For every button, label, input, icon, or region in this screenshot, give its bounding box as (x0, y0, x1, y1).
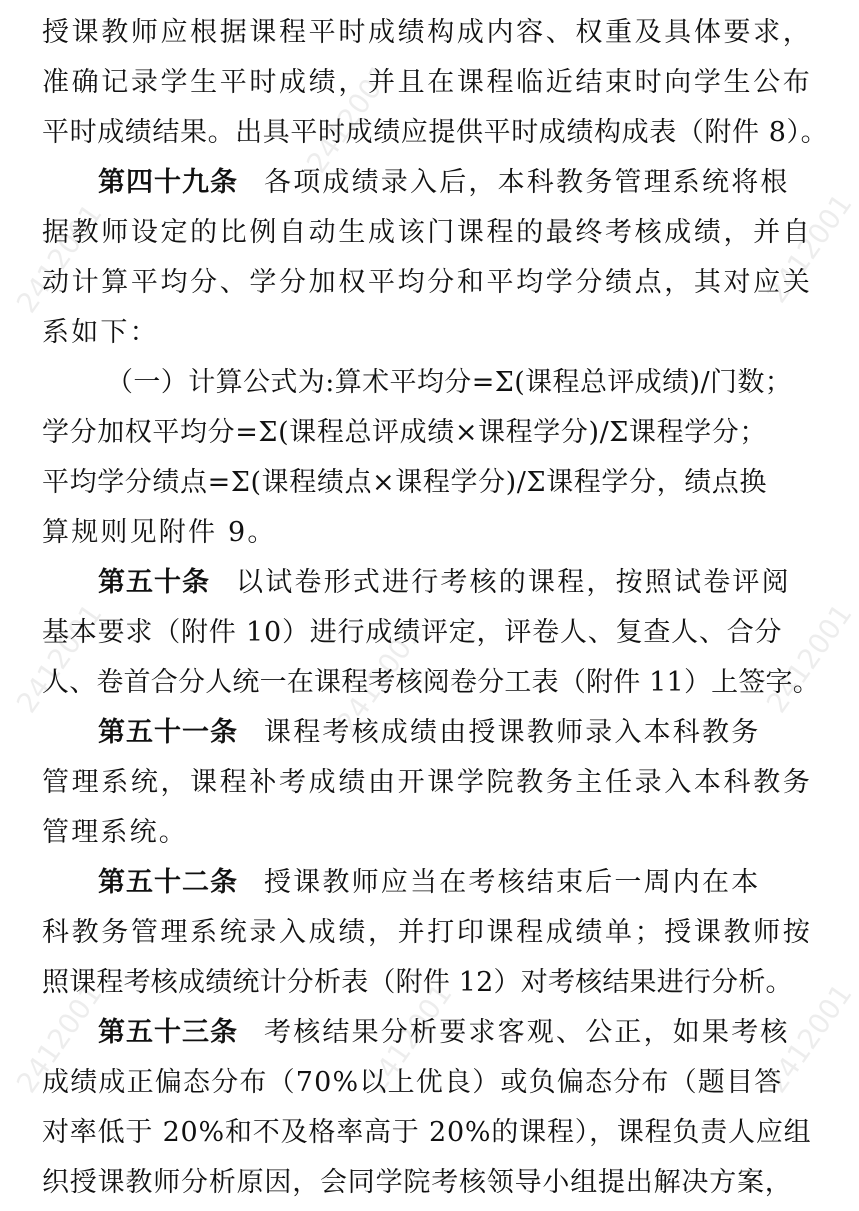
watermark: 2412001 (300, 57, 399, 179)
article-title: 第五十二条 (98, 867, 238, 898)
article-53-first-line (98, 1008, 812, 1058)
paragraph-line: 照课程考核成绩统计分析表（附件 12）对考核结果进行分析。 (42, 967, 793, 998)
article-50-first-line (98, 558, 812, 608)
watermark: 2412001 (760, 187, 859, 309)
paragraph-line: 据教师设定的比例自动生成该门课程的最终考核成绩，并自 (42, 217, 812, 248)
article-text: 考核结果分析要求客观、公正，如果考核 (264, 1017, 790, 1048)
formula-line: 平均学分绩点=Σ(课程绩点×课程学分)/Σ课程学分，绩点换 (42, 467, 767, 498)
paragraph-line: 织授课教师分析原因，会同学院考核领导小组提出解决方案， (42, 1167, 793, 1198)
article-title: 第五十条 (98, 567, 210, 598)
article-text: 授课教师应当在考核结束后一周内在本 (264, 867, 761, 898)
watermark: 2412001 (760, 977, 859, 1099)
paragraph-line: 平时成绩结果。出具平时成绩应提供平时成绩构成表（附件 8）。 (42, 117, 829, 148)
formula-line: 学分加权平均分=Σ(课程总评成绩×课程学分)/Σ课程学分； (42, 417, 767, 448)
formula-line: 算规则见附件 9。 (42, 517, 277, 548)
paragraph-line: 管理系统，课程补考成绩由开课学院教务主任录入本科教务 (42, 767, 812, 798)
article-text: 各项成绩录入后，本科教务管理系统将根 (264, 167, 790, 198)
article-title: 第四十九条 (98, 167, 238, 198)
article-text: 以试卷形式进行考核的课程，按照试卷评阅 (236, 567, 791, 598)
paragraph-line: 科教务管理系统录入成绩，并打印课程成绩单；授课教师按 (42, 917, 812, 948)
paragraph-line: 基本要求（附件 10）进行成绩评定，评卷人、复查人、合分 (42, 617, 783, 648)
article-51-first-line (98, 708, 812, 758)
paragraph-line: 管理系统。 (42, 817, 188, 848)
article-title: 第五十三条 (98, 1017, 238, 1048)
paragraph-line: 动计算平均分、学分加权平均分和平均学分绩点，其对应关 (42, 267, 812, 298)
article-52-first-line (98, 858, 812, 908)
watermark: 2412001 (10, 977, 109, 1099)
paragraph-line: 人、卷首合分人统一在课程考核阅卷分工表（附件 11）上签字。 (42, 667, 820, 698)
article-text: 课程考核成绩由授课教师录入本科教务 (264, 717, 761, 748)
paragraph-line: 成绩成正偏态分布（70%以上优良）或负偏态分布（题目答 (42, 1067, 783, 1098)
watermark: 2412001 (330, 617, 429, 739)
watermark: 2412001 (10, 197, 109, 319)
watermark: 2412001 (360, 977, 459, 1099)
watermark: 2412001 (760, 597, 859, 719)
paragraph-line: 对率低于 20%和不及格率高于 20%的课程），课程负责人应组 (42, 1117, 812, 1148)
watermark: 2412001 (10, 597, 109, 719)
paragraph-line: 授课教师应根据课程平时成绩构成内容、权重及具体要求， (42, 17, 812, 48)
article-49-first-line (98, 158, 812, 208)
paragraph-line: 系如下： (42, 317, 159, 348)
formula-line: （一）计算公式为:算术平均分=Σ(课程总评成绩)/门数； (106, 367, 793, 398)
article-title: 第五十一条 (98, 717, 238, 748)
paragraph-line: 准确记录学生平时成绩，并且在课程临近结束时向学生公布 (42, 67, 812, 98)
